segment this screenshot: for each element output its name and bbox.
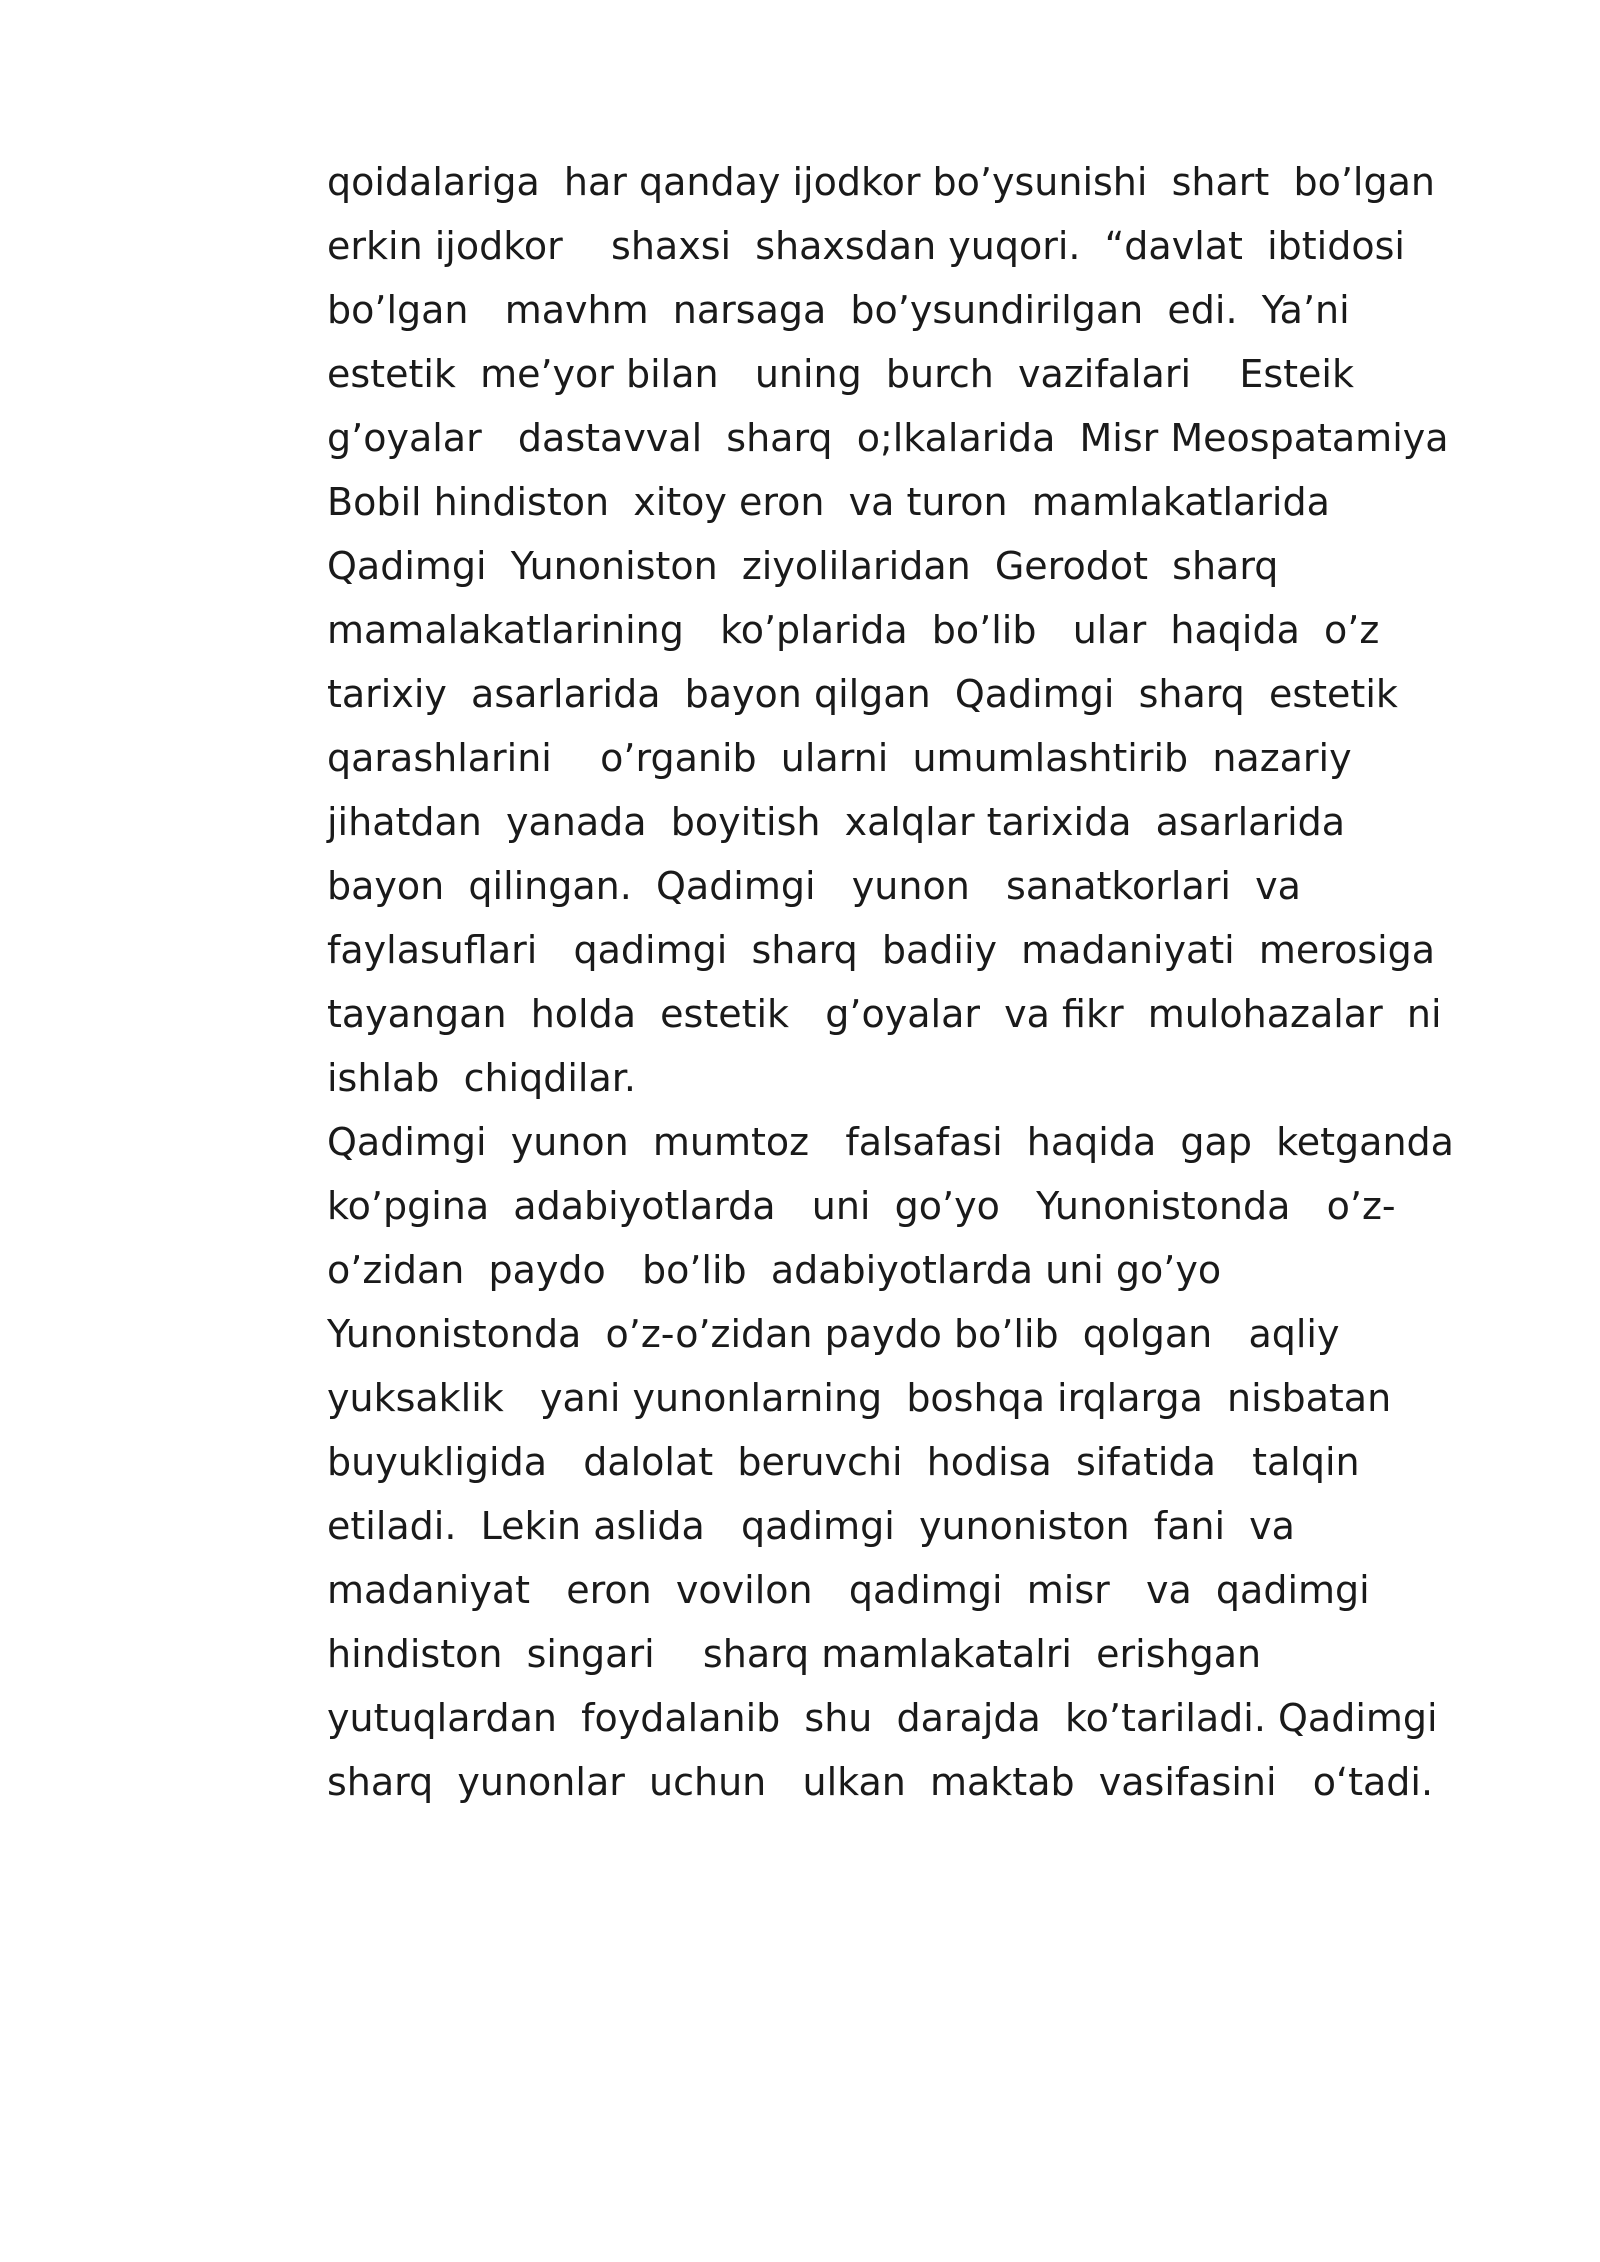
text-line: buyukligida dalolat beruvchi hodisa sifatida talqin [327,1440,1360,1484]
text-line: estetik me’yor bilan uning burch vazifalari Esteik [327,352,1354,396]
text-line: bayon qilingan. Qadimgi yunon sanatkorlari va [327,864,1301,908]
text-line: Qadimgi yunon mumtoz falsafasi haqida gap ketganda [327,1120,1454,1164]
text-line: hindiston singari sharq mamlakatalri erishgan [327,1632,1262,1676]
text-line: jihatdan yanada boyitish xalqlar tarixida asarlarida [327,800,1346,844]
text-line: ko’pgina adabiyotlarda uni go’yo Yunonistonda o’z- [327,1184,1396,1228]
text-line: yutuqlardan foydalanib shu darajda ko’tariladi. Qadimgi [327,1696,1438,1740]
text-line: tarixiy asarlarida bayon qilgan Qadimgi sharq estetik [327,672,1398,716]
text-line: sharq yunonlar uchun ulkan maktab vasifasini o‘tadi. [327,1760,1434,1804]
text-line: Qadimgi Yunoniston ziyolilaridan Gerodot sharq [327,544,1279,588]
text-line: Yunonistonda o’z-o’zidan paydo bo’lib qolgan aqliy [327,1312,1340,1356]
text-line: mamalakatlarining ko’plarida bo’lib ular haqida o’z [327,608,1380,652]
text-line: g’oyalar dastavval sharq o;lkalarida Misr Meospatamiya [327,416,1449,460]
text-line: qarashlarini o’rganib ularni umumlashtirib nazariy [327,736,1352,780]
text-line: bo’lgan mavhm narsaga bo’ysundirilgan edi. Ya’ni [327,288,1350,332]
text-line: yuksaklik yani yunonlarning boshqa irqlarga nisbatan [327,1376,1392,1420]
text-line: faylasuflari qadimgi sharq badiiy madaniyati merosiga [327,928,1436,972]
text-line: ishlab chiqdilar. [327,1056,636,1100]
text-line: o’zidan paydo bo’lib adabiyotlarda uni go’yo [327,1248,1222,1292]
text-line: qoidalariga har qanday ijodkor bo’ysunishi shart bo’lgan [327,160,1435,204]
text-line: erkin ijodkor shaxsi shaxsdan yuqori. “davlat ibtidosi [327,224,1405,268]
text-line: etiladi. Lekin aslida qadimgi yunoniston fani va [327,1504,1295,1548]
text-line: tayangan holda estetik g’oyalar va fikr mulohazalar ni [327,992,1442,1036]
text-line: madaniyat eron vovilon qadimgi misr va qadimgi [327,1568,1370,1612]
body-text [327,150,1507,1814]
text-line: Bobil hindiston xitoy eron va turon mamlakatlarida [327,480,1330,524]
